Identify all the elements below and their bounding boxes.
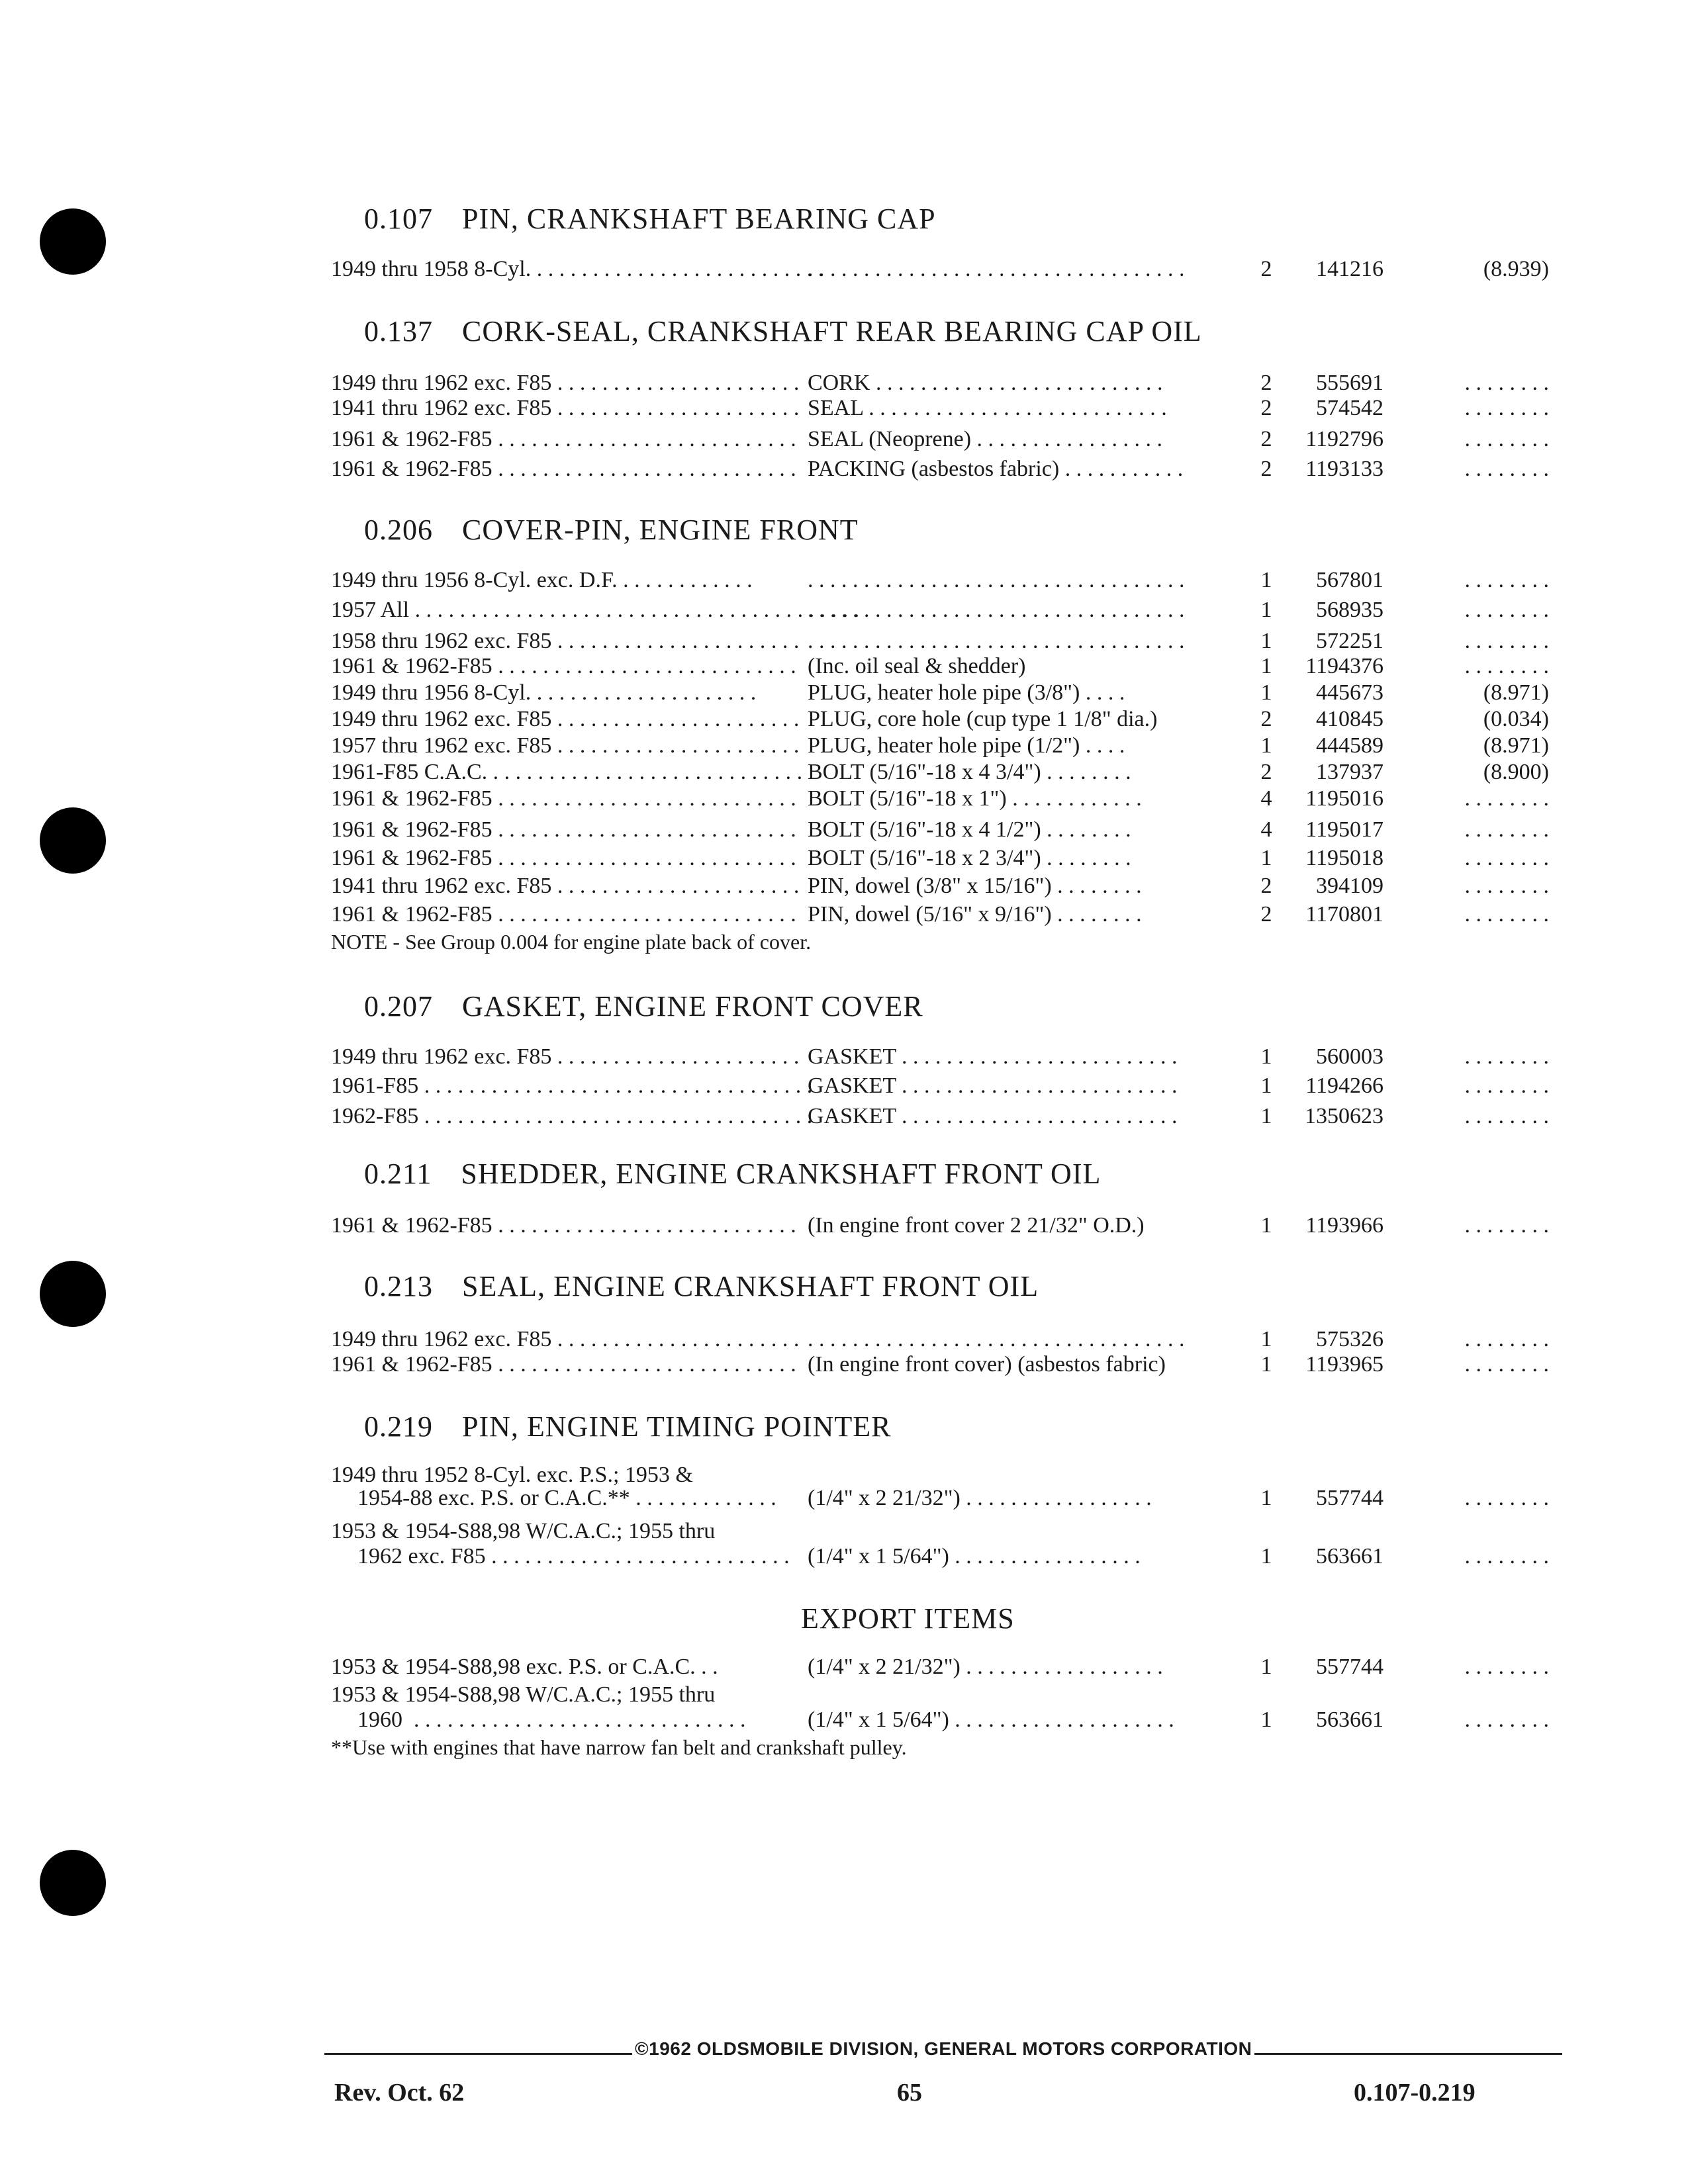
section-title: PIN, CRANKSHAFT BEARING CAP [462, 203, 936, 235]
section-title: COVER-PIN, ENGINE FRONT [462, 514, 859, 546]
table-row [0, 1213, 1688, 1242]
row-application-line1: 1953 & 1954-S88,98 W/C.A.C.; 1955 thru [331, 1519, 716, 1543]
section-number: 0.137 [364, 315, 433, 347]
row-reference: . . . . . . . . [1464, 1544, 1549, 1569]
row-description: (1/4" x 2 21/32") . . . . . . . . . . . . . . . . . [808, 1486, 1152, 1510]
row-application: 1962-F85 . . . . . . . . . . . . . . . . . . . . . . . . . . . . . . . . . . . [331, 1104, 813, 1128]
row-application: 1949 thru 1962 exc. F85 . . . . . . . . . . . . . . . . . . . . . . [331, 1327, 800, 1351]
row-description: BOLT (5/16"-18 x 4 1/2") . . . . . . . . [808, 817, 1131, 842]
row-application-line2: 1960 . . . . . . . . . . . . . . . . . . . . . . . . . . . . . . [357, 1707, 746, 1732]
row-quantity: 2 [1260, 902, 1272, 927]
table-row [0, 817, 1688, 846]
row-part-number: 1195018 [1305, 846, 1383, 870]
row-reference: . . . . . . . . [1464, 1486, 1549, 1510]
row-reference: . . . . . . . . [1464, 371, 1549, 395]
row-reference: . . . . . . . . [1464, 1044, 1549, 1069]
row-part-number: 575326 [1316, 1327, 1383, 1351]
row-part-number: 563661 [1316, 1707, 1383, 1732]
table-row [0, 427, 1688, 456]
row-description: BOLT (5/16"-18 x 1") . . . . . . . . . . . . [808, 786, 1142, 811]
row-quantity: 1 [1260, 1327, 1272, 1351]
row-quantity: 2 [1260, 874, 1272, 898]
table-row [0, 396, 1688, 425]
table-row [0, 1044, 1688, 1073]
row-reference: . . . . . . . . [1464, 396, 1549, 420]
row-reference: . . . . . . . . [1464, 457, 1549, 481]
section-heading [364, 513, 859, 547]
row-application: 1961-F85 C.A.C. . . . . . . . . . . . . . . . . . . . . . . . . . . . . [331, 760, 803, 784]
row-part-number: 563661 [1316, 1544, 1383, 1569]
row-application: 1949 thru 1962 exc. F85 . . . . . . . . . . . . . . . . . . . . . . [331, 371, 800, 395]
section-heading [364, 1410, 891, 1443]
table-row [0, 1655, 1688, 1684]
row-application: 1961 & 1962-F85 . . . . . . . . . . . . . . . . . . . . . . . . . . . [331, 457, 796, 481]
row-quantity: 1 [1260, 598, 1272, 622]
row-description: GASKET . . . . . . . . . . . . . . . . . . . . . . . . . [808, 1104, 1178, 1128]
row-description: SEAL (Neoprene) . . . . . . . . . . . . . . . . . [808, 427, 1163, 451]
row-reference: . . . . . . . . [1464, 654, 1549, 678]
row-reference: . . . . . . . . [1464, 874, 1549, 898]
row-quantity: 2 [1260, 371, 1272, 395]
row-reference: . . . . . . . . [1464, 427, 1549, 451]
row-description: PLUG, heater hole pipe (3/8") . . . . [808, 680, 1125, 705]
export-items-heading: EXPORT ITEMS [801, 1602, 1015, 1635]
table-row [0, 786, 1688, 815]
row-description: . . . . . . . . . . . . . . . . . . . . . . . . . . . . . . . . . . [808, 257, 1185, 281]
section-heading [364, 314, 1202, 348]
row-application: 1949 thru 1962 exc. F85 . . . . . . . . . . . . . . . . . . . . . . [331, 1044, 800, 1069]
table-row [0, 1073, 1688, 1103]
table-row [0, 1707, 1688, 1737]
row-description: PLUG, core hole (cup type 1 1/8" dia.) [808, 707, 1158, 731]
row-application: 1957 All . . . . . . . . . . . . . . . . . . . . . . . . . . . . . . . . . . . . . . . . [331, 598, 860, 622]
section-number: 0.219 [364, 1410, 433, 1443]
row-part-number: 394109 [1316, 874, 1383, 898]
row-quantity: 1 [1260, 1544, 1272, 1569]
row-part-number: 137937 [1316, 760, 1383, 784]
table-row [0, 257, 1688, 286]
section-heading [364, 202, 936, 236]
row-reference: (8.971) [1483, 733, 1549, 758]
row-part-number: 1350623 [1305, 1104, 1383, 1128]
row-quantity: 4 [1260, 817, 1272, 842]
table-row [0, 457, 1688, 486]
table-row [0, 1352, 1688, 1381]
row-application-line2: 1954-88 exc. P.S. or C.A.C.** . . . . . . . . . . . . . [357, 1486, 776, 1510]
row-reference: . . . . . . . . [1464, 786, 1549, 811]
row-application: 1961 & 1962-F85 . . . . . . . . . . . . . . . . . . . . . . . . . . . [331, 846, 796, 870]
row-reference: (8.971) [1483, 680, 1549, 705]
row-reference: . . . . . . . . [1464, 629, 1549, 653]
row-description: (Inc. oil seal & shedder) [808, 654, 1026, 678]
row-application: 1941 thru 1962 exc. F85 . . . . . . . . . . . . . . . . . . . . . . [331, 874, 800, 898]
row-application: 1961 & 1962-F85 . . . . . . . . . . . . . . . . . . . . . . . . . . . [331, 427, 796, 451]
row-application: 1958 thru 1962 exc. F85 . . . . . . . . . . . . . . . . . . . . . . [331, 629, 800, 653]
row-application: 1961 & 1962-F85 . . . . . . . . . . . . . . . . . . . . . . . . . . . [331, 817, 796, 842]
row-description: (1/4" x 2 21/32") . . . . . . . . . . . . . . . . . . [808, 1655, 1163, 1679]
section-number: 0.107 [364, 203, 433, 235]
row-description: GASKET . . . . . . . . . . . . . . . . . . . . . . . . . [808, 1073, 1178, 1098]
row-quantity: 1 [1260, 1655, 1272, 1679]
row-reference: . . . . . . . . [1464, 817, 1549, 842]
row-part-number: 1194266 [1305, 1073, 1383, 1098]
row-application: 1957 thru 1962 exc. F85 . . . . . . . . . . . . . . . . . . . . . . [331, 733, 800, 758]
row-part-number: 1194376 [1305, 654, 1383, 678]
row-part-number: 1193133 [1305, 457, 1383, 481]
table-row [0, 707, 1688, 736]
row-part-number: 557744 [1316, 1655, 1383, 1679]
row-part-number: 410845 [1316, 707, 1383, 731]
row-quantity: 1 [1260, 1213, 1272, 1238]
row-description: . . . . . . . . . . . . . . . . . . . . . . . . . . . . . . . . . . [808, 1327, 1185, 1351]
footer-revision: Rev. Oct. 62 [334, 2079, 465, 2107]
row-quantity: 1 [1260, 846, 1272, 870]
section-heading [364, 1269, 1039, 1303]
section-title: SHEDDER, ENGINE CRANKSHAFT FRONT OIL [461, 1158, 1102, 1190]
binder-hole-3 [40, 1261, 106, 1327]
row-quantity: 1 [1260, 1044, 1272, 1069]
row-part-number: 567801 [1316, 568, 1383, 592]
row-part-number: 1195016 [1305, 786, 1383, 811]
row-application-line2: 1962 exc. F85 . . . . . . . . . . . . . . . . . . . . . . . . . . . [357, 1544, 790, 1569]
row-description: . . . . . . . . . . . . . . . . . . . . . . . . . . . . . . . . . . [808, 598, 1185, 622]
footer-copyright: ©1962 OLDSMOBILE DIVISION, GENERAL MOTORS CORPORATION [632, 2038, 1254, 2060]
row-description: CORK . . . . . . . . . . . . . . . . . . . . . . . . . . [808, 371, 1163, 395]
row-part-number: 1195017 [1305, 817, 1383, 842]
row-quantity: 2 [1260, 427, 1272, 451]
table-row [0, 1486, 1688, 1515]
row-reference: . . . . . . . . [1464, 568, 1549, 592]
row-quantity: 4 [1260, 786, 1272, 811]
table-row [0, 1544, 1688, 1573]
footer-group-range: 0.107-0.219 [1354, 2079, 1476, 2107]
section-note: NOTE - See Group 0.004 for engine plate back of cover. [331, 930, 812, 954]
row-quantity: 1 [1260, 629, 1272, 653]
row-application-line1: 1953 & 1954-S88,98 W/C.A.C.; 1955 thru [331, 1682, 716, 1707]
section-number: 0.206 [364, 514, 433, 546]
row-quantity: 1 [1260, 1104, 1272, 1128]
row-description: SEAL . . . . . . . . . . . . . . . . . . . . . . . . . . . [808, 396, 1167, 420]
row-description: (In engine front cover 2 21/32" O.D.) [808, 1213, 1145, 1238]
table-row [0, 654, 1688, 683]
row-part-number: 141216 [1316, 257, 1383, 281]
table-row [0, 874, 1688, 903]
row-reference: . . . . . . . . [1464, 846, 1549, 870]
row-quantity: 1 [1260, 1486, 1272, 1510]
row-quantity: 1 [1260, 1073, 1272, 1098]
row-application: 1961 & 1962-F85 . . . . . . . . . . . . . . . . . . . . . . . . . . . [331, 1213, 796, 1238]
row-part-number: 1193966 [1305, 1213, 1383, 1238]
table-row [0, 733, 1688, 762]
export-footnote: **Use with engines that have narrow fan belt and crankshaft pulley. [331, 1735, 907, 1759]
binder-hole-4 [40, 1850, 106, 1916]
row-part-number: 574542 [1316, 396, 1383, 420]
row-part-number: 445673 [1316, 680, 1383, 705]
row-part-number: 557744 [1316, 1486, 1383, 1510]
row-quantity: 2 [1260, 457, 1272, 481]
row-description: (In engine front cover) (asbestos fabric) [808, 1352, 1166, 1377]
row-quantity: 1 [1260, 1707, 1272, 1732]
row-part-number: 555691 [1316, 371, 1383, 395]
row-reference: . . . . . . . . [1464, 1352, 1549, 1377]
table-row [0, 846, 1688, 875]
row-quantity: 2 [1260, 707, 1272, 731]
row-application: 1961 & 1962-F85 . . . . . . . . . . . . . . . . . . . . . . . . . . . [331, 902, 796, 927]
row-quantity: 2 [1260, 760, 1272, 784]
row-application: 1949 thru 1956 8-Cyl. . . . . . . . . . . . . . . . . . . . . [331, 680, 757, 705]
row-description: (1/4" x 1 5/64") . . . . . . . . . . . . . . . . . . . . [808, 1707, 1174, 1732]
row-quantity: 2 [1260, 396, 1272, 420]
section-heading [364, 1157, 1101, 1191]
row-description: . . . . . . . . . . . . . . . . . . . . . . . . . . . . . . . . . . [808, 568, 1185, 592]
table-row [0, 598, 1688, 627]
row-application: 1961 & 1962-F85 . . . . . . . . . . . . . . . . . . . . . . . . . . . [331, 1352, 796, 1377]
row-part-number: 560003 [1316, 1044, 1383, 1069]
section-number: 0.213 [364, 1270, 433, 1302]
row-quantity: 1 [1260, 654, 1272, 678]
row-part-number: 572251 [1316, 629, 1383, 653]
row-part-number: 568935 [1316, 598, 1383, 622]
row-application: 1961 & 1962-F85 . . . . . . . . . . . . . . . . . . . . . . . . . . . [331, 654, 796, 678]
row-part-number: 1170801 [1305, 902, 1383, 927]
row-description: GASKET . . . . . . . . . . . . . . . . . . . . . . . . . [808, 1044, 1178, 1069]
table-row [0, 902, 1688, 931]
row-quantity: 1 [1260, 733, 1272, 758]
row-application: 1949 thru 1962 exc. F85 . . . . . . . . . . . . . . . . . . . . . . [331, 707, 800, 731]
row-reference: . . . . . . . . [1464, 598, 1549, 622]
row-quantity: 2 [1260, 257, 1272, 281]
row-reference: (8.939) [1483, 257, 1549, 281]
row-reference: . . . . . . . . [1464, 1073, 1549, 1098]
section-title: SEAL, ENGINE CRANKSHAFT FRONT OIL [462, 1270, 1039, 1302]
row-reference: (8.900) [1483, 760, 1549, 784]
section-title: CORK-SEAL, CRANKSHAFT REAR BEARING CAP OIL [462, 315, 1202, 347]
row-application: 1949 thru 1958 8-Cyl. . . . . . . . . . . . . . . . . . . . . . . . . . . [331, 257, 824, 281]
section-title: PIN, ENGINE TIMING POINTER [462, 1410, 892, 1443]
footer-page-number: 65 [897, 2079, 922, 2107]
row-application: 1953 & 1954-S88,98 exc. P.S. or C.A.C. . . [331, 1655, 718, 1679]
row-quantity: 1 [1260, 1352, 1272, 1377]
row-quantity: 1 [1260, 680, 1272, 705]
section-number: 0.211 [364, 1158, 432, 1190]
row-reference: . . . . . . . . [1464, 1707, 1549, 1732]
row-description: PIN, dowel (3/8" x 15/16") . . . . . . . . [808, 874, 1142, 898]
section-heading [364, 989, 923, 1023]
row-part-number: 1193965 [1305, 1352, 1383, 1377]
row-application: 1961 & 1962-F85 . . . . . . . . . . . . . . . . . . . . . . . . . . . [331, 786, 796, 811]
row-reference: . . . . . . . . [1464, 1655, 1549, 1679]
row-part-number: 444589 [1316, 733, 1383, 758]
row-description: PLUG, heater hole pipe (1/2") . . . . [808, 733, 1125, 758]
section-number: 0.207 [364, 990, 433, 1023]
row-description: (1/4" x 1 5/64") . . . . . . . . . . . . . . . . . [808, 1544, 1141, 1569]
row-application-line1: 1949 thru 1952 8-Cyl. exc. P.S.; 1953 & [331, 1463, 693, 1487]
row-reference: . . . . . . . . [1464, 902, 1549, 927]
section-title: GASKET, ENGINE FRONT COVER [462, 990, 923, 1023]
footer-rule-left [324, 2053, 635, 2055]
row-description: BOLT (5/16"-18 x 2 3/4") . . . . . . . . [808, 846, 1131, 870]
row-application: 1941 thru 1962 exc. F85 . . . . . . . . . . . . . . . . . . . . . . [331, 396, 800, 420]
row-part-number: 1192796 [1305, 427, 1383, 451]
row-description: PIN, dowel (5/16" x 9/16") . . . . . . . . [808, 902, 1142, 927]
row-description: . . . . . . . . . . . . . . . . . . . . . . . . . . . . . . . . . . [808, 629, 1185, 653]
row-application: 1961-F85 . . . . . . . . . . . . . . . . . . . . . . . . . . . . . . . . . . . [331, 1073, 813, 1098]
table-row [0, 680, 1688, 709]
row-reference: (0.034) [1483, 707, 1549, 731]
row-application: 1949 thru 1956 8-Cyl. exc. D.F. . . . . . . . . . . . . [331, 568, 753, 592]
row-reference: . . . . . . . . [1464, 1213, 1549, 1238]
table-row [0, 1104, 1688, 1133]
row-reference: . . . . . . . . [1464, 1104, 1549, 1128]
row-quantity: 1 [1260, 568, 1272, 592]
table-row [0, 760, 1688, 789]
row-description: PACKING (asbestos fabric) . . . . . . . . . . . [808, 457, 1184, 481]
row-description: BOLT (5/16"-18 x 4 3/4") . . . . . . . . [808, 760, 1131, 784]
row-reference: . . . . . . . . [1464, 1327, 1549, 1351]
table-row [0, 568, 1688, 597]
